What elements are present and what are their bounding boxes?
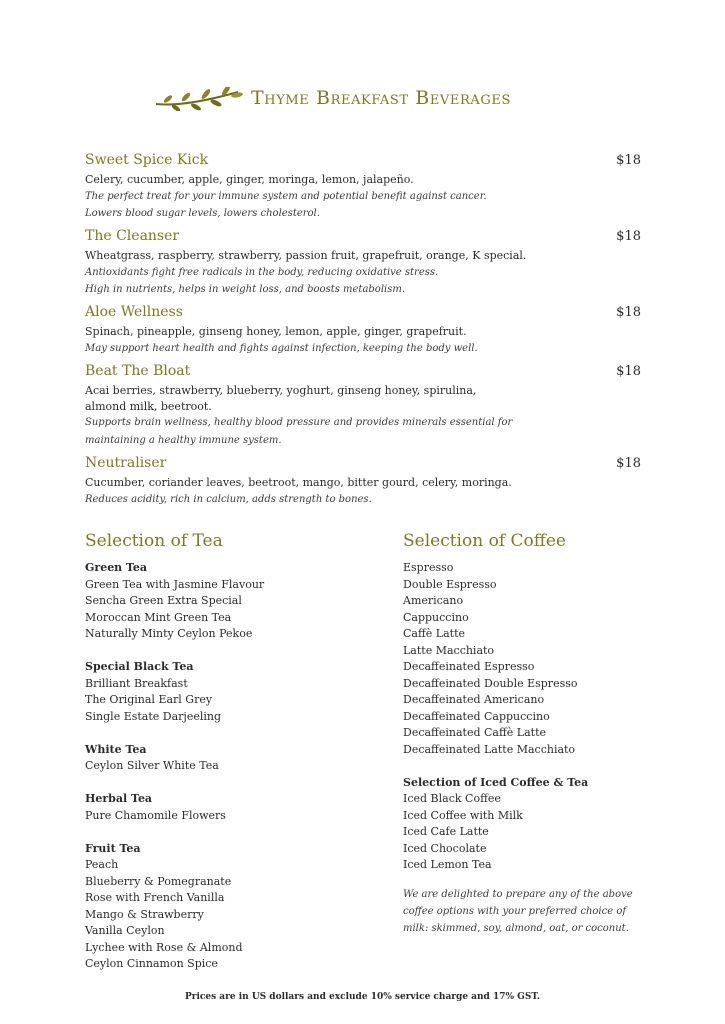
coffee-item: Decaffeinated Double Espresso (403, 676, 578, 690)
tea-item: Ceylon Cinnamon Spice (85, 957, 218, 970)
tea-group-heading: Fruit Tea (85, 841, 141, 855)
tea-item: Sencha Green Extra Special (85, 594, 242, 607)
tea-group-heading: White Tea (85, 742, 147, 756)
beverage-name: Beat The Bloat (85, 363, 191, 379)
iced-item: Iced Cafe Latte (403, 825, 489, 838)
note-line: We are delighted to prepare any of the above (403, 888, 633, 900)
coffee-item: Cappuccino (403, 610, 469, 624)
tea-item: Lychee with Rose & Almond (85, 940, 243, 954)
tea-group-heading: Herbal Tea (85, 792, 153, 805)
beverage-item (85, 362, 641, 449)
coffee-item: Decaffeinated Caffè Latte (403, 726, 547, 739)
beverage-item (85, 454, 641, 508)
tea-item: Single Estate Darjeeling (85, 709, 222, 723)
beverage-ingredients: Spinach, pineapple, ginseng honey, lemon, apple, ginger, grapefruit. (85, 325, 467, 338)
beverage-price: $18 (616, 229, 641, 244)
beverage-price: $18 (616, 364, 641, 379)
beverage-name: Neutraliser (85, 455, 167, 471)
iced-item: Iced Coffee with Milk (403, 808, 523, 822)
beverage-price: $18 (616, 456, 641, 471)
tea-item: Green Tea with Jasmine Flavour (85, 577, 265, 591)
tea-item: Ceylon Silver White Tea (85, 759, 219, 772)
beverage-price: $18 (616, 305, 641, 320)
beverage-benefit: May support heart health and fights against infection, keeping the body well. (85, 342, 478, 354)
coffee-item: Double Espresso (403, 577, 497, 591)
coffee-item: Espresso (403, 561, 454, 574)
beverage-benefit: Antioxidants fight free radicals in the body, reducing oxidative stress. (85, 266, 439, 278)
iced-item: Iced Lemon Tea (403, 858, 492, 871)
beverage-item (85, 151, 641, 223)
beverage-price: $18 (616, 153, 641, 168)
beverage-ingredients: Cucumber, coriander leaves, beetroot, mango, bitter gourd, celery, moringa. (85, 476, 512, 489)
tea-item: Rose with French Vanilla (85, 891, 225, 904)
tea-item: Brilliant Breakfast (85, 676, 188, 690)
beverage-benefit: High in nutrients, helps in weight loss, and boosts metabolism. (85, 284, 406, 295)
coffee-item: Americano (403, 594, 464, 607)
coffee-section (403, 528, 638, 937)
menu-header (0, 84, 725, 114)
tea-item: Naturally Minty Ceylon Pekoe (85, 627, 253, 640)
coffee-item: Decaffeinated Espresso (403, 660, 535, 673)
tea-group-heading: Special Black Tea (85, 660, 194, 673)
beverage-item (85, 227, 641, 299)
beverage-name: The Cleanser (85, 228, 180, 244)
menu-title: Thyme Breakfast Beverages (251, 87, 511, 109)
beverage-name: Sweet Spice Kick (85, 152, 209, 168)
price-footnote: Prices are in US dollars and exclude 10% service charge and 17% GST. (184, 992, 541, 1002)
beverage-benefit: Supports brain wellness, healthy blood pressure and provides minerals essential for (85, 417, 513, 428)
coffee-item: Decaffeinated Latte Macchiato (403, 742, 576, 756)
coffee-section-title: Selection of Coffee (403, 531, 566, 551)
beverage-ingredients: Wheatgrass, raspberry, strawberry, passion fruit, grapefruit, orange, K special. (85, 249, 527, 262)
iced-item: Iced Black Coffee (403, 792, 501, 805)
tea-section (85, 528, 264, 973)
iced-item: Iced Chocolate (403, 841, 487, 855)
tea-item: Peach (85, 858, 119, 871)
olive-sprig-icon (154, 87, 244, 111)
tea-item: Blueberry & Pomegranate (85, 874, 232, 888)
tea-item: Pure Chamomile Flowers (85, 808, 226, 822)
tea-item: Mango & Strawberry (85, 907, 204, 921)
beverage-benefit: Lowers blood sugar levels, lowers cholesterol. (85, 208, 320, 219)
coffee-item: Latte Macchiato (403, 643, 495, 657)
beverage-ingredients: almond milk, beetroot. (85, 399, 212, 413)
beverage-ingredients: Celery, cucumber, apple, ginger, moringa, lemon, jalapeño. (85, 173, 414, 186)
milk-options-note (403, 886, 638, 937)
coffee-item: Decaffeinated Cappuccino (403, 709, 550, 723)
tea-item: Moroccan Mint Green Tea (85, 610, 232, 624)
coffee-item: Caffè Latte (403, 627, 466, 640)
tea-group-heading: Green Tea (85, 561, 148, 574)
tea-item: Vanilla Ceylon (85, 924, 165, 937)
beverage-item (85, 303, 641, 357)
beverage-name: Aloe Wellness (85, 304, 183, 320)
tea-item: The Original Earl Grey (85, 693, 213, 706)
note-line: coffee options with your preferred choice of (403, 905, 627, 917)
note-line: milk: skimmed, soy, almond, oat, or coconut. (403, 922, 629, 934)
beverage-ingredients: Acai berries, strawberry, blueberry, yoghurt, ginseng honey, spirulina, (85, 384, 477, 397)
iced-heading: Selection of Iced Coffee & Tea (403, 775, 589, 789)
beverage-benefit: Reduces acidity, rich in calcium, adds strength to bones. (85, 493, 372, 505)
beverage-benefit: The perfect treat for your immune system and potential benefit against cancer. (85, 190, 487, 202)
beverage-benefit: maintaining a healthy immune system. (85, 434, 282, 446)
coffee-item: Decaffeinated Americano (403, 693, 545, 706)
tea-section-title: Selection of Tea (85, 531, 223, 551)
